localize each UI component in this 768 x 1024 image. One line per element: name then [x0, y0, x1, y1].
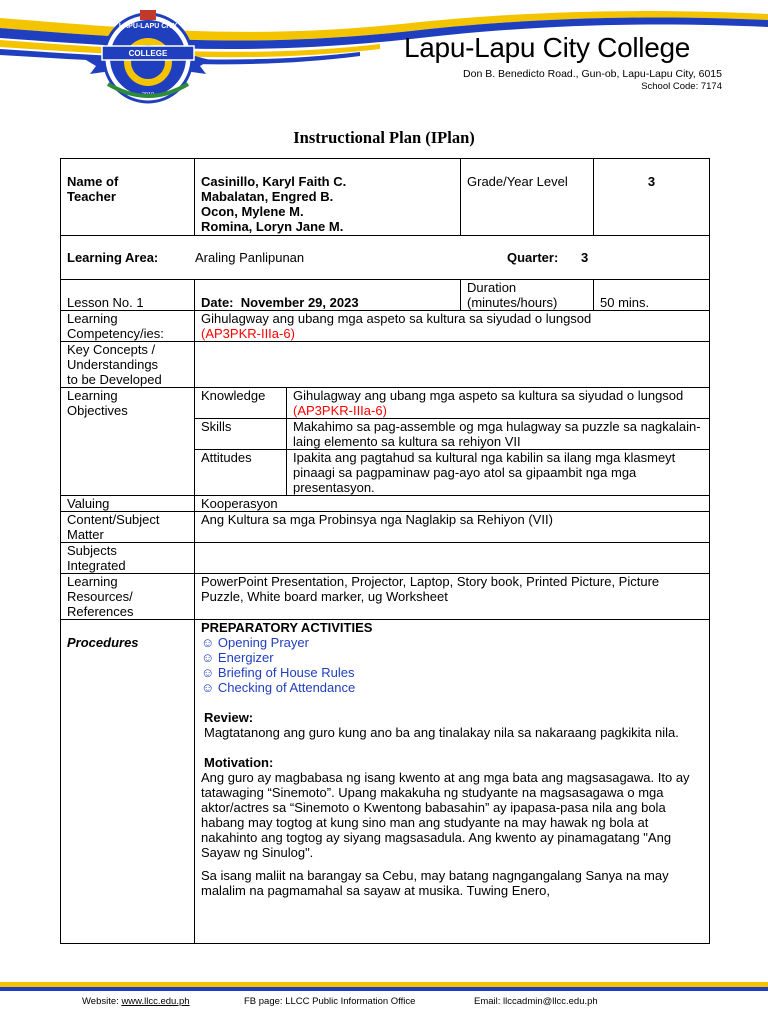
teacher-name: Mabalatan, Engred B.: [201, 189, 334, 204]
teacher-name: Romina, Loryn Jane M.: [201, 219, 344, 234]
footer-website: [82, 996, 190, 1007]
key-concepts-label-2: Understandings: [67, 357, 159, 372]
footer-email: Email: llccadmin@llcc.edu.ph: [474, 996, 598, 1007]
logo-year: 2010: [141, 92, 155, 98]
motivation-heading: Motivation:: [204, 755, 274, 770]
logo-ribbon-text: COLLEGE: [128, 49, 168, 58]
competency-value-cell: [195, 311, 710, 342]
duration-label-1: Duration: [467, 280, 517, 295]
smiley-icon: ☺: [201, 650, 215, 665]
activity-item: ☺ Opening Prayer: [201, 635, 309, 650]
key-concepts-label-cell: [61, 342, 195, 388]
competency-label-1: Learning: [67, 311, 118, 326]
college-address: Don B. Benedicto Road., Gun-ob, Lapu-Lapu City, 6015: [463, 68, 722, 80]
date-label: Date:: [201, 295, 234, 310]
motivation-text: Ang guro ay magbabasa ng isang kwento at ang mga bata ang magsasagawa. Ito ay tatawaging “Sinemoto”. Upang makakuha ng studyante na magsasagawa o mga aktor/actres sa “Sinemoto o Kwentong babasahin” ay ipapasa-pasa nila ang bola habang may togtog at kung sino man ang studyante na may hawak ng bola at nakahinto ang togtog ay siyang magsasadula. Ang kwento ay pinamagatang "Ang Sayaw ng Sinulog".: [201, 770, 690, 860]
attitudes-text: Ipakita ang pagtahud sa kultural nga kabilin sa ilang mga klasmeyt pinaagi sa pagpaminaw pag-ayo atol sa gipaambit nga mga presentasyon.: [287, 450, 710, 496]
smiley-icon: ☺: [201, 665, 215, 680]
duration-value: 50 mins.: [594, 280, 710, 311]
teacher-row: [61, 159, 710, 236]
subjects-integrated-label-1: Subjects: [67, 543, 117, 558]
teacher-label-2: Teacher: [67, 189, 116, 204]
website-link[interactable]: www.llcc.edu.ph: [121, 996, 190, 1007]
resources-row: [61, 574, 710, 620]
school-code: School Code: 7174: [641, 81, 722, 92]
procedures-content: [195, 620, 710, 944]
document-title: Instructional Plan (IPlan): [293, 128, 475, 147]
resources-value: PowerPoint Presentation, Projector, Laptop, Story book, Printed Picture, Picture Puzzle, White board marker, ug Worksheet: [195, 574, 710, 620]
teacher-label-cell: [61, 159, 195, 236]
key-concepts-row: [61, 342, 710, 388]
knowledge-text: Gihulagway ang ubang mga aspeto sa kultura sa siyudad o lungsod: [293, 388, 684, 403]
story-text: Sa isang maliit na barangay sa Cebu, may batang nagngangalang Sanya na may malalim na pagmamahal sa sayaw at musika. Tuwing Enero,: [201, 868, 669, 898]
date-value: November 29, 2023: [240, 295, 359, 310]
objective-knowledge-row: [61, 388, 710, 419]
duration-label-2: (minutes/hours): [467, 295, 558, 310]
subjects-integrated-label-cell: [61, 543, 195, 574]
teacher-name: Casinillo, Karyl Faith C.: [201, 174, 347, 189]
instructional-plan-table: [60, 158, 710, 944]
objectives-label-2: Objectives: [67, 403, 128, 418]
activity-item: ☺ Checking of Attendance: [201, 680, 356, 695]
content-label-2: Matter: [67, 527, 104, 542]
content-label-1: Content/Subject: [67, 512, 160, 527]
valuing-label: Valuing: [61, 496, 195, 512]
key-concepts-label-1: Key Concepts /: [67, 342, 156, 357]
preparatory-heading: PREPARATORY ACTIVITIES: [201, 620, 373, 635]
teacher-names-cell: [195, 159, 461, 236]
smiley-icon: ☺: [201, 680, 215, 695]
footer-stripes: [0, 978, 768, 996]
resources-label-3: References: [67, 604, 134, 619]
skills-text: Makahimo sa pag-assemble og mga hulagway sa puzzle sa nagkalain-laing elemento sa kultura sa rehiyon VII: [287, 419, 710, 450]
quarter-value: 3: [581, 250, 589, 265]
valuing-value: Kooperasyon: [195, 496, 710, 512]
competency-label-2: Competency/ies:: [67, 326, 164, 341]
knowledge-code: (AP3PKR-IIIa-6): [293, 403, 387, 418]
activity-item: ☺ Energizer: [201, 650, 274, 665]
skills-label: Skills: [195, 419, 287, 450]
website-label: Website:: [82, 996, 119, 1007]
competency-label-cell: [61, 311, 195, 342]
resources-label-cell: [61, 574, 195, 620]
key-concepts-value-cell: [195, 342, 710, 388]
procedures-label: Procedures: [61, 620, 195, 944]
content-row: [61, 512, 710, 543]
competency-text: Gihulagway ang ubang mga aspeto sa kultura sa siyudad o lungsod: [201, 311, 592, 326]
knowledge-label: Knowledge: [195, 388, 287, 419]
knowledge-value-cell: [287, 388, 710, 419]
procedures-row: [61, 620, 710, 944]
review-heading: Review:: [204, 710, 254, 725]
review-text: Magtatanong ang guro kung ano ba ang tinalakay nila sa nakaraang pagkikita nila.: [204, 725, 679, 740]
content-value: Ang Kultura sa mga Probinsya nga Naglakip sa Rehiyon (VII): [195, 512, 710, 543]
subjects-integrated-value-cell: [195, 543, 710, 574]
resources-label-2: Resources/: [67, 589, 133, 604]
learning-area-label: Learning Area:: [67, 250, 159, 265]
learning-area-row: [61, 236, 710, 280]
college-name: Lapu-Lapu City College: [404, 32, 691, 63]
valuing-row: [61, 496, 710, 512]
footer-fb-page: FB page: LLCC Public Information Office: [244, 996, 416, 1007]
grade-label: Grade/Year Level: [461, 159, 594, 236]
lesson-date-cell: [195, 280, 461, 311]
quarter-label: Quarter:: [507, 250, 559, 265]
smiley-icon: ☺: [201, 635, 215, 650]
duration-label-cell: [461, 280, 594, 311]
resources-label-1: Learning: [67, 574, 118, 589]
objectives-label-cell: [61, 388, 195, 496]
subjects-integrated-label-2: Integrated: [67, 558, 126, 573]
key-concepts-label-3: to be Developed: [67, 372, 162, 387]
attitudes-label: Attitudes: [195, 450, 287, 496]
lesson-label: Lesson No. 1: [61, 280, 195, 311]
competency-row: [61, 311, 710, 342]
teacher-label-1: Name of: [67, 174, 119, 189]
grade-value: 3: [594, 159, 710, 236]
college-seal-logo: [78, 8, 218, 108]
activity-item: ☺ Briefing of House Rules: [201, 665, 355, 680]
learning-area-value: Araling Panlipunan: [195, 250, 305, 265]
objectives-label-1: Learning: [67, 388, 118, 403]
lesson-row: [61, 280, 710, 311]
logo-top-text: LAPU-LAPU CITY: [118, 23, 178, 30]
content-label-cell: [61, 512, 195, 543]
subjects-integrated-row: [61, 543, 710, 574]
teacher-name: Ocon, Mylene M.: [201, 204, 304, 219]
competency-code: (AP3PKR-IIIa-6): [201, 326, 295, 341]
